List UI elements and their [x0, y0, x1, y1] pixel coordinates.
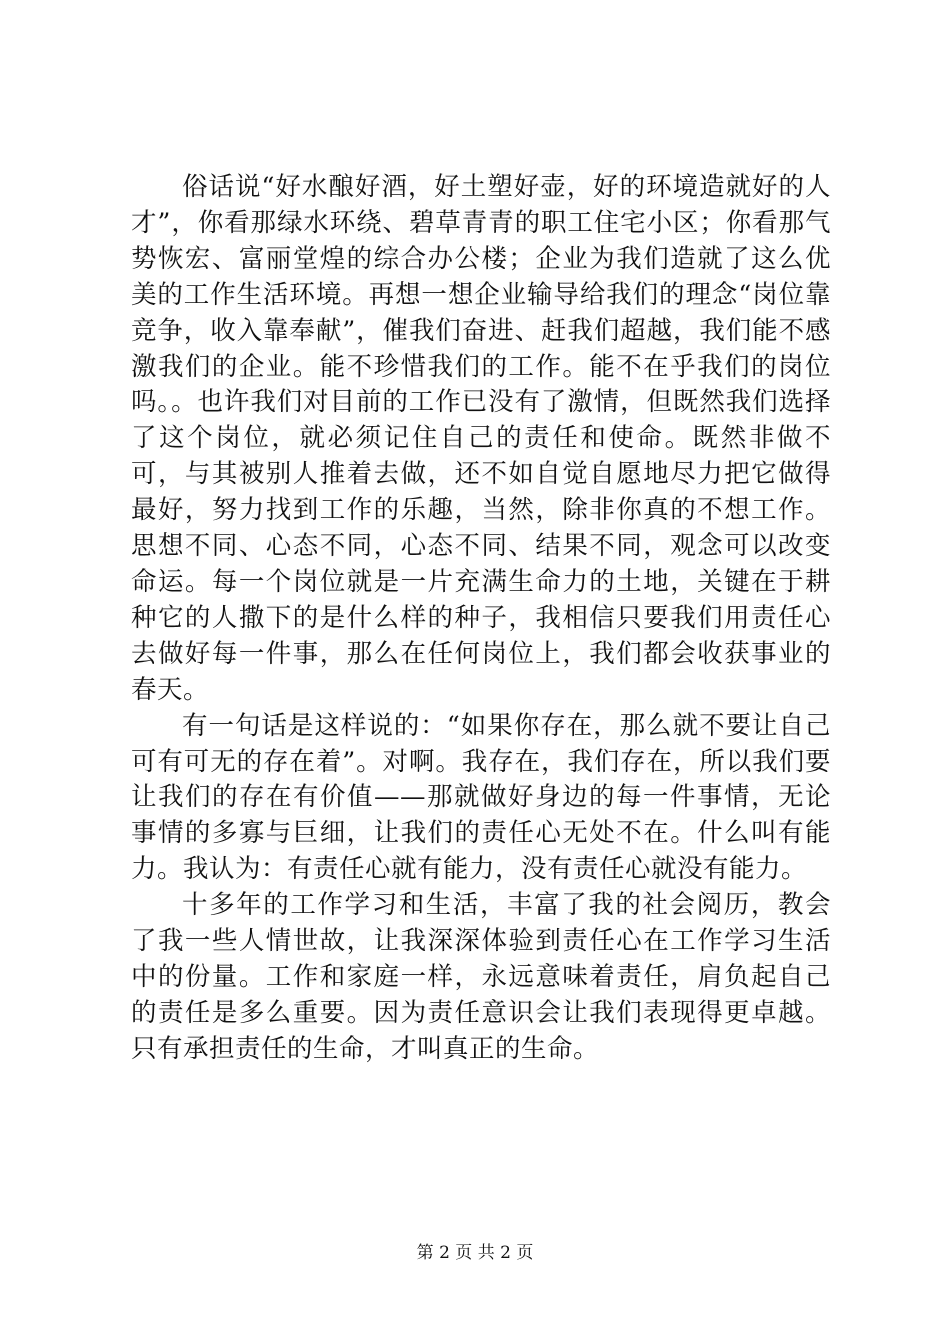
page-number-footer: 第 2 页 共 2 页: [416, 1243, 534, 1263]
paragraph: 有一句话是这样说的：“如果你存在，那么就不要让自己可有可无的存在着”。对啊。我存在，我们存在，所以我们要让我们的存在有价值——那就做好身边的每一件事情，无论事情的多寡与巨细，让我们的责任心无处不在。什么叫有能力。我认为：有责任心就有能力，没有责任心就没有能力。: [131, 710, 831, 885]
document-body: [131, 170, 831, 1068]
paragraph: 俗话说“好水酿好酒，好土塑好壶，好的环境造就好的人才”，你看那绿水环绕、碧草青青的职工住宅小区；你看那气势恢宏、富丽堂煌的综合办公楼；企业为我们造就了这么优美的工作生活环境。再想一想企业输导给我们的理念“岗位靠竞争，收入靠奉献”，催我们奋进、赶我们超越，我们能不感激我们的企业。能不珍惜我们的工作。能不在乎我们的岗位吗。。也许我们对目前的工作已没有了激情，但既然我们选择了这个岗位，就必须记住自己的责任和使命。既然非做不可，与其被别人推着去做，还不如自觉自愿地尽力把它做得最好，努力找到工作的乐趣，当然，除非你真的不想工作。思想不同、心态不同，心态不同、结果不同，观念可以改变命运。每一个岗位就是一片充满生命力的土地，关键在于耕种它的人撒下的是什么样的种子，我相信只要我们用责任心去做好每一件事，那么在任何岗位上，我们都会收获事业的春天。: [131, 172, 831, 705]
paragraph: 十多年的工作学习和生活，丰富了我的社会阅历，教会了我一些人情世故，让我深深体验到责任心在工作学习生活中的份量。工作和家庭一样，永远意味着责任，肩负起自己的责任是多么重要。因为责任意识会让我们表现得更卓越。只有承担责任的生命，才叫真正的生命。: [131, 890, 831, 1064]
